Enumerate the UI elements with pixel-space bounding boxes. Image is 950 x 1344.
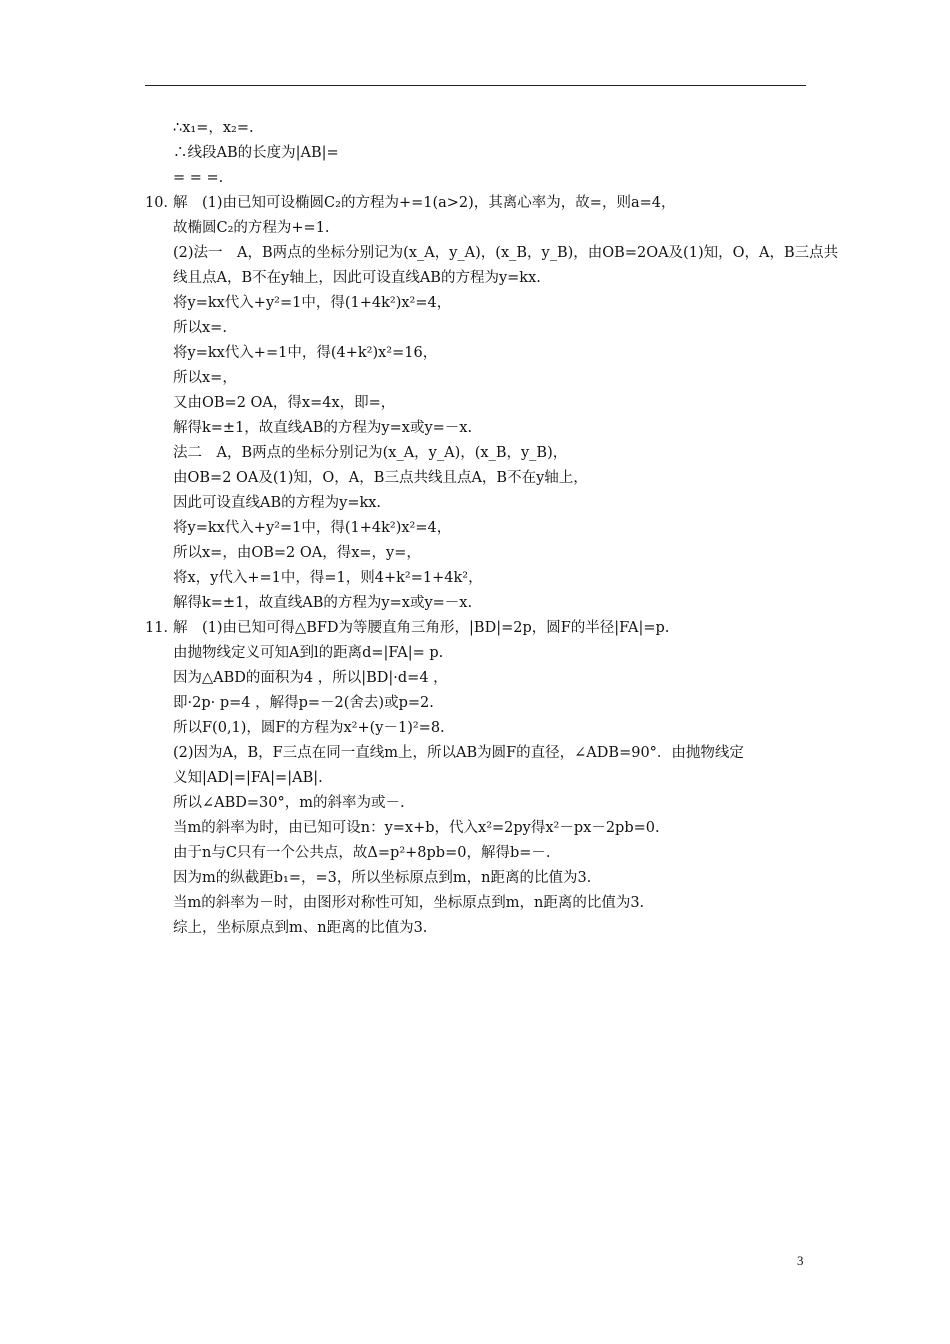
text-line [145, 391, 810, 416]
text-line [145, 666, 810, 691]
line-text: 因为m的纵截距b₁=，=3，所以坐标原点到m，n距离的比值为3. [173, 870, 592, 886]
line-text: 义知|AD|=|FA|=|AB|. [173, 770, 323, 786]
text-line [145, 341, 810, 366]
text-line [145, 191, 810, 216]
line-text: 所以F(0,1)，圆F的方程为x²+(y－1)²=8. [173, 720, 445, 736]
text-line [145, 241, 839, 266]
line-text: 因为△ABD的面积为4 ，所以|BD|·d=4 ， [173, 670, 448, 686]
line-text: 解 (1)由已知可得△BFD为等腰直角三角形，|BD|=2p，圆F的半径|FA|=p. [173, 620, 670, 636]
text-line [145, 466, 810, 491]
text-line [145, 641, 810, 666]
line-text: 将y=kx代入+y²=1中，得(1+4k²)x²=4， [173, 295, 452, 311]
text-line [145, 791, 810, 816]
line-text: 即·2p· p=4 ，解得p=－2(舍去)或p=2. [173, 695, 434, 711]
text-line [145, 491, 810, 516]
line-text: 解得k=±1，故直线AB的方程为y=x或y=－x. [173, 420, 473, 436]
text-line [145, 891, 810, 916]
text-line [145, 566, 810, 591]
text-line [145, 291, 810, 316]
text-line [145, 366, 810, 391]
text-line [145, 266, 810, 291]
line-text: 所以x=，由OB=2 OA，得x=，y=， [173, 545, 421, 561]
text-line [145, 416, 810, 441]
line-text: 当m的斜率为时，由已知可设n：y=x+b，代入x²=2py得x²－px－2pb=0. [173, 820, 660, 836]
text-line [145, 616, 810, 641]
line-text: 将y=kx代入+=1中，得(4+k²)x²=16， [173, 345, 438, 361]
line-text: 综上，坐标原点到m、n距离的比值为3. [173, 920, 428, 936]
text-line [145, 866, 810, 891]
line-text: 又由OB=2 OA，得x=4x，即=， [173, 395, 396, 411]
line-text: 解得k=±1，故直线AB的方程为y=x或y=－x. [173, 595, 473, 611]
text-line [145, 816, 810, 841]
line-text: 由抛物线定义可知A到l的距离d=|FA|= p. [173, 645, 444, 661]
header-rule [145, 85, 806, 86]
text-line [145, 166, 810, 191]
text-line [145, 841, 810, 866]
line-text: 解 (1)由已知可设椭圆C₂的方程为+=1(a>2)，其离心率为，故=，则a=4， [173, 195, 676, 211]
text-line [145, 691, 810, 716]
text-line [145, 716, 810, 741]
line-text: 线且点A，B不在y轴上，因此可设直线AB的方程为y=kx. [173, 270, 541, 286]
line-text: (2)法一 A，B两点的坐标分别记为(x_A，y_A)，(x_B，y_B)，由OB=2OA及(1)知，O，A，B三点共 [173, 245, 839, 261]
line-text: 由OB=2 OA及(1)知，O，A，B三点共线且点A，B不在y轴上， [173, 470, 588, 486]
text-line [145, 516, 810, 541]
line-text: 将y=kx代入+y²=1中，得(1+4k²)x²=4， [173, 520, 452, 536]
item-number: 10． [145, 195, 178, 211]
line-text: 当m的斜率为－时，由图形对称性可知，坐标原点到m，n距离的比值为3. [173, 895, 645, 911]
page-number: 3 [797, 1253, 804, 1268]
text-line [145, 766, 810, 791]
line-text: = = =. [173, 170, 224, 186]
line-text: (2)因为A，B，F三点在同一直线m上，所以AB为圆F的直径，∠ADB=90°．由抛物线定 [173, 745, 744, 761]
line-text: ∴x₁=，x₂=. [173, 120, 254, 136]
line-text: 故椭圆C₂的方程为+=1. [173, 220, 330, 236]
line-text: 法二 A，B两点的坐标分别记为(x_A，y_A)，(x_B，y_B)， [173, 445, 568, 461]
line-text: 将x，y代入+=1中，得=1，则4+k²=1+4k²， [173, 570, 483, 586]
text-line [145, 541, 810, 566]
document-body [145, 116, 839, 941]
line-text: 所以x=， [173, 370, 237, 386]
item-number: 11． [145, 620, 178, 636]
text-line [145, 116, 810, 141]
text-line [145, 216, 810, 241]
line-text: 因此可设直线AB的方程为y=kx. [173, 495, 382, 511]
line-text: ∴线段AB的长度为|AB|= [173, 145, 339, 161]
text-line [145, 591, 810, 616]
line-text: 所以∠ABD=30°，m的斜率为或－. [173, 795, 405, 811]
text-line [145, 741, 810, 766]
line-text: 所以x=. [173, 320, 227, 336]
text-line [145, 441, 810, 466]
text-line [145, 316, 810, 341]
line-text: 由于n与C只有一个公共点，故Δ=p²+8pb=0，解得b=－. [173, 845, 551, 861]
text-line [145, 916, 810, 941]
text-line [145, 141, 810, 166]
